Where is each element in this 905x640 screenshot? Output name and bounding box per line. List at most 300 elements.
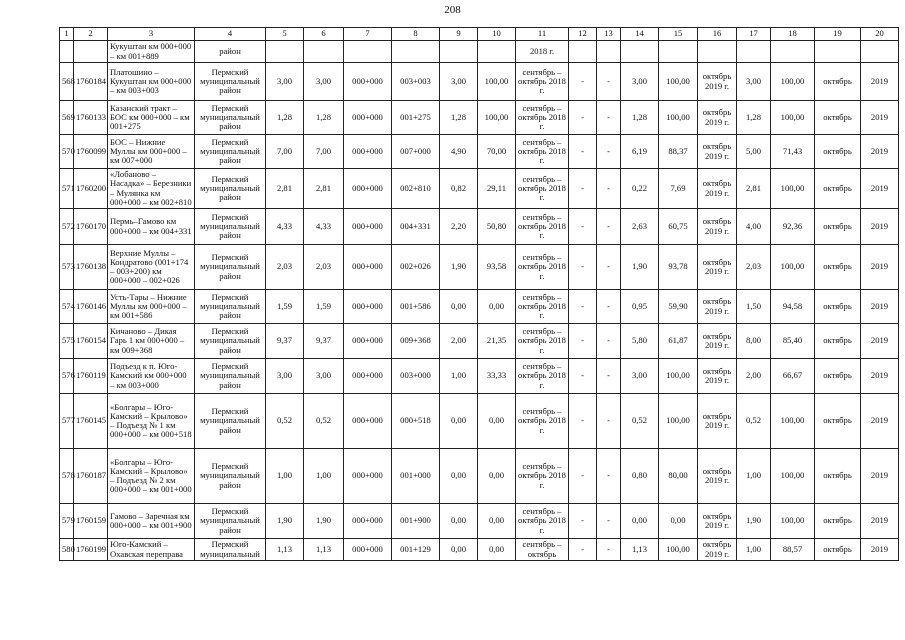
col-13: -	[597, 245, 621, 290]
cell	[266, 41, 304, 63]
table-row	[60, 169, 899, 209]
end-km: 003+003	[392, 63, 440, 101]
done-km: 0,00	[440, 539, 478, 561]
road-name: Платошино – Кукуштан км 000+000 – км 003+003	[108, 63, 195, 101]
done-percent: 100,00	[478, 101, 516, 135]
start-km: 000+000	[344, 539, 392, 561]
done-km: 1,00	[440, 359, 478, 394]
cell	[569, 41, 597, 63]
table-row	[60, 101, 899, 135]
col-17: 1,50	[737, 290, 771, 324]
col-16: октябрь 2019 г.	[698, 290, 737, 324]
col-14: 3,00	[621, 63, 659, 101]
table-row	[60, 290, 899, 324]
table-row	[60, 63, 899, 101]
col-20: 2019	[861, 101, 899, 135]
done-percent: 0,00	[478, 449, 516, 504]
repair-period: 2018 г.	[516, 41, 569, 63]
repair-period: сентябрь – октябрь 2018 г.	[516, 101, 569, 135]
length-total-km: 1,00	[304, 449, 344, 504]
col-12: -	[569, 63, 597, 101]
done-percent: 33,33	[478, 359, 516, 394]
col-19: октябрь	[815, 539, 861, 561]
column-number: 18	[771, 28, 815, 41]
table-row	[60, 245, 899, 290]
col-17: 2,00	[737, 359, 771, 394]
col-19: октябрь	[815, 449, 861, 504]
length-km: 1,59	[266, 290, 304, 324]
col-16: октябрь 2019 г.	[698, 324, 737, 359]
done-km: 0,00	[440, 449, 478, 504]
repair-period: сентябрь – октябрь 2018 г.	[516, 324, 569, 359]
repair-period: сентябрь – октябрь 2018 г.	[516, 169, 569, 209]
col-16: октябрь 2019 г.	[698, 539, 737, 561]
road-code: 1760145	[74, 394, 108, 449]
end-km: 004+331	[392, 209, 440, 245]
col-20: 2019	[861, 324, 899, 359]
done-percent: 70,00	[478, 135, 516, 169]
length-total-km: 3,00	[304, 359, 344, 394]
start-km: 000+000	[344, 504, 392, 539]
row-number: 580	[60, 539, 74, 561]
done-km: 2,20	[440, 209, 478, 245]
repair-period: сентябрь – октябрь 2018 г.	[516, 394, 569, 449]
col-13: -	[597, 169, 621, 209]
col-16: октябрь 2019 г.	[698, 169, 737, 209]
length-km: 7,00	[266, 135, 304, 169]
district: Пермский муниципальный район	[195, 209, 266, 245]
col-17: 1,00	[737, 539, 771, 561]
col-19: октябрь	[815, 504, 861, 539]
column-number: 12	[569, 28, 597, 41]
length-total-km: 2,81	[304, 169, 344, 209]
length-km: 9,37	[266, 324, 304, 359]
district: Пермский муниципальный район	[195, 324, 266, 359]
start-km: 000+000	[344, 135, 392, 169]
road-name: Кичаново – Дикая Гарь 1 км 000+000 – км 009+368	[108, 324, 195, 359]
col-12: -	[569, 290, 597, 324]
repair-period: сентябрь – октябрь 2018 г.	[516, 504, 569, 539]
col-12: -	[569, 209, 597, 245]
col-14: 0,00	[621, 504, 659, 539]
road-name: Усть-Тары – Нижние Муллы км 000+000 – км 001+586	[108, 290, 195, 324]
col-18: 100,00	[771, 245, 815, 290]
col-12: -	[569, 324, 597, 359]
done-km: 0,82	[440, 169, 478, 209]
col-13: -	[597, 209, 621, 245]
road-code: 1760199	[74, 539, 108, 561]
column-number: 16	[698, 28, 737, 41]
column-number: 1	[60, 28, 74, 41]
length-km: 1,90	[266, 504, 304, 539]
cell	[621, 41, 659, 63]
column-number-row	[60, 28, 899, 41]
col-17: 1,90	[737, 504, 771, 539]
road-name: Верхние Муллы – Кондратово (001+174 – 003+200) км 000+000 – 002+026	[108, 245, 195, 290]
road-repair-table	[59, 27, 899, 561]
col-17: 2,81	[737, 169, 771, 209]
col-12: -	[569, 169, 597, 209]
table-row	[60, 504, 899, 539]
col-16: октябрь 2019 г.	[698, 394, 737, 449]
cell	[771, 41, 815, 63]
column-number: 2	[74, 28, 108, 41]
done-km: 0,00	[440, 394, 478, 449]
done-percent: 29,11	[478, 169, 516, 209]
col-12: -	[569, 135, 597, 169]
col-19: октябрь	[815, 169, 861, 209]
cell	[698, 41, 737, 63]
row-number: 572	[60, 209, 74, 245]
road-code: 1760187	[74, 449, 108, 504]
length-total-km: 1,28	[304, 101, 344, 135]
col-20: 2019	[861, 209, 899, 245]
cell	[60, 41, 74, 63]
end-km: 001+129	[392, 539, 440, 561]
road-name: Пермь–Гамово км 000+000 – км 004+331	[108, 209, 195, 245]
district: Пермский муниципальный район	[195, 504, 266, 539]
cell	[478, 41, 516, 63]
col-18: 100,00	[771, 63, 815, 101]
col-20: 2019	[861, 449, 899, 504]
row-number: 571	[60, 169, 74, 209]
done-percent: 50,80	[478, 209, 516, 245]
column-number: 9	[440, 28, 478, 41]
start-km: 000+000	[344, 394, 392, 449]
cell	[440, 41, 478, 63]
repair-period: сентябрь – октябрь 2018 г.	[516, 209, 569, 245]
column-number: 6	[304, 28, 344, 41]
col-19: октябрь	[815, 63, 861, 101]
row-number: 577	[60, 394, 74, 449]
col-19: октябрь	[815, 290, 861, 324]
col-17: 3,00	[737, 63, 771, 101]
end-km: 007+000	[392, 135, 440, 169]
road-code: 1760119	[74, 359, 108, 394]
col-20: 2019	[861, 169, 899, 209]
col-12: -	[569, 359, 597, 394]
col-12: -	[569, 449, 597, 504]
col-17: 1,28	[737, 101, 771, 135]
end-km: 001+586	[392, 290, 440, 324]
cell	[659, 41, 698, 63]
repair-period: сентябрь – октябрь 2018 г.	[516, 135, 569, 169]
column-number: 4	[195, 28, 266, 41]
start-km: 000+000	[344, 290, 392, 324]
col-13: -	[597, 539, 621, 561]
row-number: 578	[60, 449, 74, 504]
col-17: 5,00	[737, 135, 771, 169]
column-number: 8	[392, 28, 440, 41]
cell	[74, 41, 108, 63]
table-row	[60, 135, 899, 169]
col-18: 100,00	[771, 101, 815, 135]
road-code: 1760200	[74, 169, 108, 209]
col-16: октябрь 2019 г.	[698, 449, 737, 504]
col-19: октябрь	[815, 394, 861, 449]
col-15: 7,69	[659, 169, 698, 209]
cell	[737, 41, 771, 63]
col-15: 60,75	[659, 209, 698, 245]
table-row	[60, 209, 899, 245]
start-km: 000+000	[344, 169, 392, 209]
cell	[392, 41, 440, 63]
road-name: БОС – Нижние Муллы км 000+000 – км 007+000	[108, 135, 195, 169]
done-percent: 21,35	[478, 324, 516, 359]
done-percent: 0,00	[478, 394, 516, 449]
continued-row	[60, 41, 899, 63]
col-16: октябрь 2019 г.	[698, 135, 737, 169]
district: район	[195, 41, 266, 63]
col-12: -	[569, 504, 597, 539]
end-km: 003+000	[392, 359, 440, 394]
start-km: 000+000	[344, 101, 392, 135]
road-name: «Лобаново – Насадка» – Березники – Мулянка км 000+000 – км 002+810	[108, 169, 195, 209]
col-13: -	[597, 63, 621, 101]
row-number: 568	[60, 63, 74, 101]
column-number: 14	[621, 28, 659, 41]
col-16: октябрь 2019 г.	[698, 101, 737, 135]
col-15: 100,00	[659, 63, 698, 101]
col-18: 94,58	[771, 290, 815, 324]
length-total-km: 4,33	[304, 209, 344, 245]
end-km: 002+026	[392, 245, 440, 290]
col-15: 93,78	[659, 245, 698, 290]
col-19: октябрь	[815, 101, 861, 135]
column-number: 10	[478, 28, 516, 41]
col-20: 2019	[861, 504, 899, 539]
col-13: -	[597, 290, 621, 324]
length-km: 1,00	[266, 449, 304, 504]
column-number: 17	[737, 28, 771, 41]
cell	[597, 41, 621, 63]
col-15: 100,00	[659, 394, 698, 449]
col-18: 71,43	[771, 135, 815, 169]
road-name: «Болгары – Юго-Камский – Крылово» – Подъезд № 1 км 000+000 – км 000+518	[108, 394, 195, 449]
done-km: 0,00	[440, 504, 478, 539]
col-13: -	[597, 504, 621, 539]
district: Пермский муниципальный район	[195, 101, 266, 135]
done-km: 4,90	[440, 135, 478, 169]
col-18: 88,57	[771, 539, 815, 561]
col-17: 1,00	[737, 449, 771, 504]
col-13: -	[597, 359, 621, 394]
done-percent: 0,00	[478, 539, 516, 561]
start-km: 000+000	[344, 324, 392, 359]
col-17: 0,52	[737, 394, 771, 449]
end-km: 002+810	[392, 169, 440, 209]
done-percent: 0,00	[478, 504, 516, 539]
start-km: 000+000	[344, 245, 392, 290]
col-19: октябрь	[815, 359, 861, 394]
row-number: 576	[60, 359, 74, 394]
length-km: 3,00	[266, 63, 304, 101]
row-number: 579	[60, 504, 74, 539]
road-name: Казанский тракт – БОС км 000+000 – км 001+275	[108, 101, 195, 135]
table-row	[60, 394, 899, 449]
cell	[815, 41, 861, 63]
repair-period: сентябрь – октябрь 2018 г.	[516, 63, 569, 101]
done-km: 1,90	[440, 245, 478, 290]
repair-period: сентябрь – октябрь 2018 г.	[516, 245, 569, 290]
end-km: 001+275	[392, 101, 440, 135]
col-20: 2019	[861, 245, 899, 290]
col-18: 100,00	[771, 169, 815, 209]
row-number: 569	[60, 101, 74, 135]
start-km: 000+000	[344, 63, 392, 101]
district: Пермский муниципальный район	[195, 135, 266, 169]
length-km: 3,00	[266, 359, 304, 394]
end-km: 000+518	[392, 394, 440, 449]
column-number: 11	[516, 28, 569, 41]
col-14: 5,80	[621, 324, 659, 359]
col-14: 0,52	[621, 394, 659, 449]
col-20: 2019	[861, 135, 899, 169]
road-name: «Болгары – Юго-Камский – Крылово» – Подъезд № 2 км 000+000 – км 001+000	[108, 449, 195, 504]
done-percent: 0,00	[478, 290, 516, 324]
col-18: 100,00	[771, 394, 815, 449]
col-19: октябрь	[815, 209, 861, 245]
col-18: 85,40	[771, 324, 815, 359]
cell	[861, 41, 899, 63]
road-name: Гамово – Заречная км 000+000 – км 001+900	[108, 504, 195, 539]
page-number: 208	[444, 4, 461, 16]
repair-period: сентябрь – октябрь 2018 г.	[516, 449, 569, 504]
start-km: 000+000	[344, 209, 392, 245]
table-row	[60, 324, 899, 359]
col-18: 100,00	[771, 449, 815, 504]
row-number: 570	[60, 135, 74, 169]
district: Пермский муниципальный район	[195, 359, 266, 394]
length-km: 1,28	[266, 101, 304, 135]
end-km: 009+368	[392, 324, 440, 359]
col-20: 2019	[861, 359, 899, 394]
district: Пермский муниципальный район	[195, 394, 266, 449]
done-km: 0,00	[440, 290, 478, 324]
col-14: 1,13	[621, 539, 659, 561]
col-18: 92,36	[771, 209, 815, 245]
repair-period: сентябрь – октябрь	[516, 539, 569, 561]
end-km: 001+900	[392, 504, 440, 539]
col-18: 66,67	[771, 359, 815, 394]
length-total-km: 0,52	[304, 394, 344, 449]
col-14: 6,19	[621, 135, 659, 169]
row-number: 574	[60, 290, 74, 324]
road-code: 1760146	[74, 290, 108, 324]
col-15: 61,87	[659, 324, 698, 359]
col-12: -	[569, 394, 597, 449]
length-total-km: 1,90	[304, 504, 344, 539]
start-km: 000+000	[344, 449, 392, 504]
road-code: 1760170	[74, 209, 108, 245]
district: Пермский муниципальный район	[195, 449, 266, 504]
length-km: 4,33	[266, 209, 304, 245]
col-20: 2019	[861, 290, 899, 324]
column-number: 19	[815, 28, 861, 41]
col-12: -	[569, 539, 597, 561]
col-20: 2019	[861, 394, 899, 449]
table-body	[60, 41, 899, 561]
row-number: 575	[60, 324, 74, 359]
col-19: октябрь	[815, 135, 861, 169]
col-16: октябрь 2019 г.	[698, 209, 737, 245]
col-13: -	[597, 324, 621, 359]
table-row	[60, 449, 899, 504]
district: Пермский муниципальный	[195, 539, 266, 561]
road-code: 1760133	[74, 101, 108, 135]
column-number: 13	[597, 28, 621, 41]
col-13: -	[597, 449, 621, 504]
done-km: 2,00	[440, 324, 478, 359]
length-km: 2,81	[266, 169, 304, 209]
col-16: октябрь 2019 г.	[698, 504, 737, 539]
road-code: 1760184	[74, 63, 108, 101]
col-15: 100,00	[659, 101, 698, 135]
col-14: 1,28	[621, 101, 659, 135]
repair-period: сентябрь – октябрь 2018 г.	[516, 290, 569, 324]
district: Пермский муниципальный район	[195, 169, 266, 209]
length-total-km: 3,00	[304, 63, 344, 101]
col-14: 0,80	[621, 449, 659, 504]
col-14: 0,22	[621, 169, 659, 209]
row-number: 573	[60, 245, 74, 290]
done-percent: 100,00	[478, 63, 516, 101]
district: Пермский муниципальный район	[195, 63, 266, 101]
road-name: Кукуштан км 000+000 – км 001+889	[108, 41, 195, 63]
district: Пермский муниципальный район	[195, 245, 266, 290]
done-km: 3,00	[440, 63, 478, 101]
length-km: 0,52	[266, 394, 304, 449]
col-16: октябрь 2019 г.	[698, 63, 737, 101]
col-15: 80,00	[659, 449, 698, 504]
cell	[344, 41, 392, 63]
col-14: 2,63	[621, 209, 659, 245]
length-total-km: 7,00	[304, 135, 344, 169]
col-15: 88,37	[659, 135, 698, 169]
col-18: 100,00	[771, 504, 815, 539]
column-number: 15	[659, 28, 698, 41]
col-19: октябрь	[815, 245, 861, 290]
column-number: 5	[266, 28, 304, 41]
end-km: 001+000	[392, 449, 440, 504]
repair-period: сентябрь – октябрь 2018 г.	[516, 359, 569, 394]
road-name: Юго-Камский – Охавская переправа	[108, 539, 195, 561]
start-km: 000+000	[344, 359, 392, 394]
column-number: 3	[108, 28, 195, 41]
length-total-km: 1,59	[304, 290, 344, 324]
table-row	[60, 539, 899, 561]
col-17: 8,00	[737, 324, 771, 359]
col-13: -	[597, 394, 621, 449]
road-name: Подъезд к п. Юго-Камский км 000+000 – км 003+000	[108, 359, 195, 394]
col-15: 59,90	[659, 290, 698, 324]
district: Пермский муниципальный район	[195, 290, 266, 324]
cell	[304, 41, 344, 63]
length-km: 2,03	[266, 245, 304, 290]
col-15: 100,00	[659, 539, 698, 561]
road-code: 1760099	[74, 135, 108, 169]
road-code: 1760138	[74, 245, 108, 290]
length-total-km: 1,13	[304, 539, 344, 561]
col-20: 2019	[861, 63, 899, 101]
road-code: 1760159	[74, 504, 108, 539]
col-17: 4,00	[737, 209, 771, 245]
road-code: 1760154	[74, 324, 108, 359]
col-19: октябрь	[815, 324, 861, 359]
col-20: 2019	[861, 539, 899, 561]
length-total-km: 9,37	[304, 324, 344, 359]
col-15: 100,00	[659, 359, 698, 394]
